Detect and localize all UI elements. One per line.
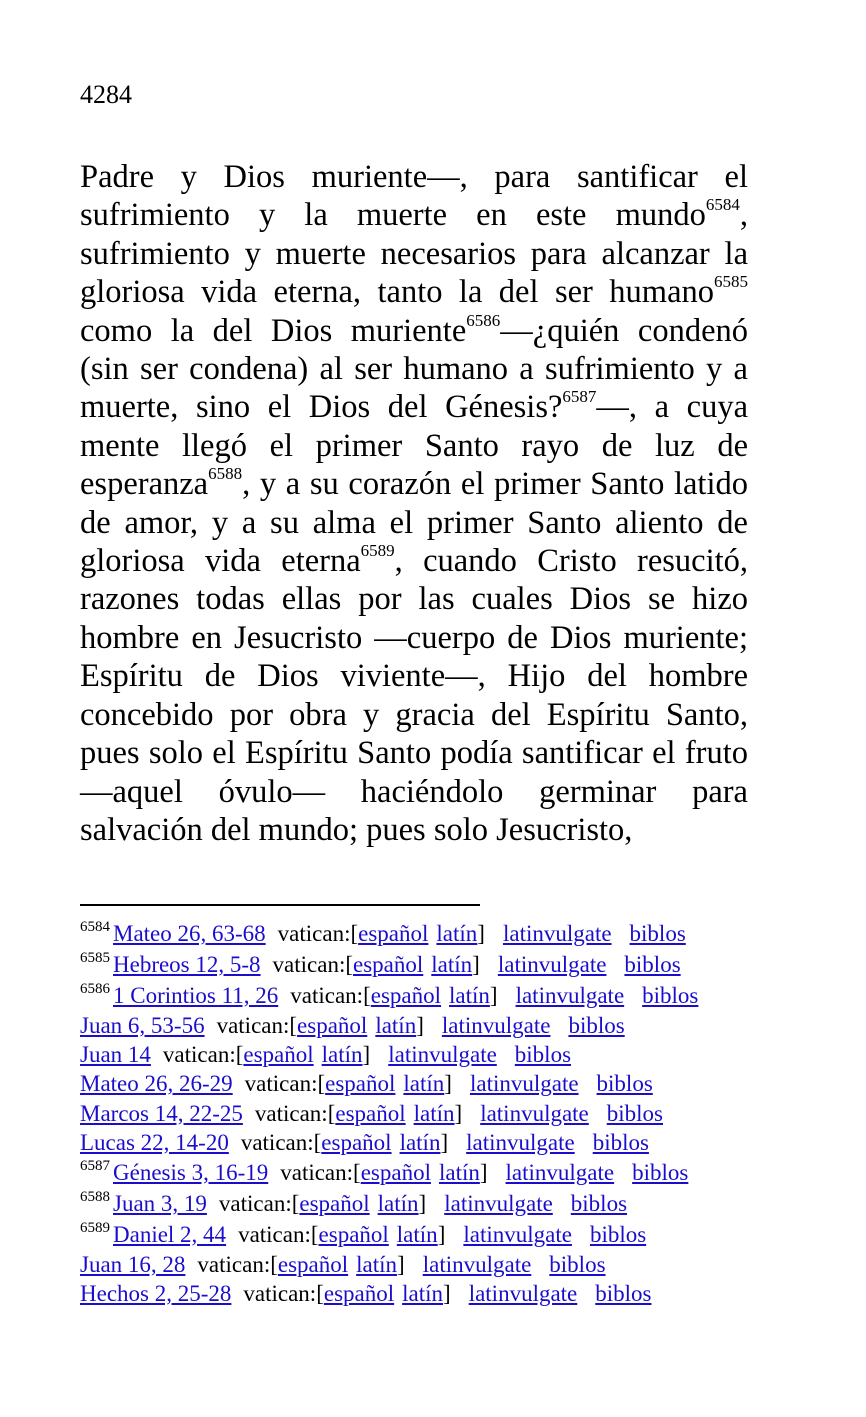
open-bracket: [ [270, 1251, 278, 1277]
body-text-segment: Padre y Dios muriente—, para santificar el sufrimiento y la muerte en este mundo [80, 159, 748, 234]
body-text-segment: como la del Dios muriente [80, 312, 467, 349]
espanol-link[interactable]: español [370, 983, 442, 1008]
latinvulgate-link[interactable]: latinvulgate [497, 952, 607, 977]
footnote-ref-6584: 6584 [705, 195, 740, 215]
open-bracket: [ [350, 921, 359, 946]
espanol-link[interactable]: español [243, 1042, 314, 1068]
footnote-line [80, 1099, 780, 1128]
close-bracket: ] [440, 1129, 449, 1155]
footnote-line [80, 1250, 780, 1279]
footnote-ref-6586: 6586 [466, 310, 501, 330]
body-text-segment: —¿quién condenó (sin ser condena) al ser humano a sufrimiento y a muerte, sino el Dios del Génesis? [80, 312, 748, 426]
latin-link[interactable]: latín [438, 1159, 480, 1185]
close-bracket: ] [397, 1251, 405, 1277]
open-bracket: [ [327, 1100, 336, 1126]
footnote-number: 6589 [80, 1219, 110, 1236]
footnote-line [80, 918, 780, 949]
latinvulgate-link[interactable]: latinvulgate [505, 1159, 615, 1185]
biblos-link[interactable]: biblos [596, 1071, 653, 1097]
latinvulgate-link[interactable]: latinvulgate [441, 1013, 551, 1038]
latin-link[interactable]: latín [396, 1221, 438, 1247]
latinvulgate-link[interactable]: latinvulgate [388, 1042, 497, 1068]
vatican-label: vatican: [290, 983, 364, 1008]
scripture-reference-link[interactable]: Lucas 22, 14-20 [80, 1129, 229, 1155]
espanol-link[interactable]: español [335, 1100, 406, 1126]
biblos-link[interactable]: biblos [592, 1129, 649, 1155]
latinvulgate-link[interactable]: latinvulgate [469, 1071, 579, 1097]
biblos-link[interactable]: biblos [606, 1100, 663, 1126]
close-bracket: ] [443, 1281, 451, 1307]
footnote-number: 6588 [80, 1188, 110, 1205]
footnote-line [80, 1069, 780, 1098]
open-bracket: [ [363, 983, 371, 1008]
latin-link[interactable]: latín [436, 921, 478, 946]
latin-link[interactable]: latín [356, 1251, 398, 1277]
vatican-label: vatican: [243, 1281, 317, 1307]
latin-link[interactable]: latín [402, 1281, 444, 1307]
footnote-ref-6589: 6589 [360, 541, 395, 561]
espanol-link[interactable]: español [321, 1129, 392, 1155]
vatican-label: vatican: [280, 1159, 354, 1185]
open-bracket: [ [310, 1221, 319, 1247]
footnote-line [80, 949, 780, 980]
scripture-reference-link[interactable]: Hechos 2, 25-28 [80, 1281, 232, 1307]
biblos-link[interactable]: biblos [570, 1190, 628, 1216]
open-bracket: [ [317, 1071, 326, 1097]
latinvulgate-link[interactable]: latinvulgate [502, 921, 612, 946]
open-bracket: [ [235, 1042, 244, 1068]
biblos-link[interactable]: biblos [549, 1251, 606, 1277]
close-bracket: ] [477, 921, 485, 946]
espanol-link[interactable]: español [353, 952, 424, 977]
footnote-separator [80, 904, 480, 906]
close-bracket: ] [437, 1221, 446, 1247]
footnote-number: 6585 [80, 950, 110, 966]
open-bracket: [ [289, 1013, 298, 1038]
footnote-line [80, 1011, 780, 1040]
close-bracket: ] [416, 1013, 424, 1038]
scripture-reference-link[interactable]: Daniel 2, 44 [113, 1221, 227, 1247]
espanol-link[interactable]: español [360, 1159, 431, 1185]
scripture-reference-link[interactable]: Hebreos 12, 5-8 [113, 952, 261, 977]
latin-link[interactable]: latín [377, 1190, 419, 1216]
open-bracket: [ [313, 1129, 322, 1155]
espanol-link[interactable]: español [299, 1190, 370, 1216]
scripture-reference-link[interactable]: Juan 6, 53-56 [80, 1013, 205, 1038]
close-bracket: ] [454, 1100, 463, 1126]
footnote-ref-6585: 6585 [714, 272, 748, 292]
scripture-reference-link[interactable]: Juan 3, 19 [113, 1190, 207, 1216]
latin-link[interactable]: latín [321, 1042, 363, 1068]
espanol-link[interactable]: español [323, 1281, 395, 1307]
biblos-link[interactable]: biblos [642, 983, 699, 1008]
footnote-number: 6584 [80, 919, 110, 935]
body-text-segment: , y a su corazón el primer Santo latido de amor, y a su alma el primer Santo aliento de gloriosa vida eterna [80, 466, 748, 580]
scripture-reference-link[interactable]: Génesis 3, 16-19 [113, 1159, 269, 1185]
espanol-link[interactable]: español [318, 1221, 389, 1247]
footnotes [80, 918, 780, 1308]
vatican-label: vatican: [197, 1251, 271, 1277]
scripture-reference-link[interactable]: Mateo 26, 26-29 [80, 1071, 233, 1097]
close-bracket: ] [418, 1190, 427, 1216]
vatican-label: vatican: [272, 952, 346, 977]
body-paragraph [80, 158, 748, 849]
footnote-number: 6586 [80, 981, 110, 997]
biblos-link[interactable]: biblos [624, 952, 681, 977]
espanol-link[interactable]: español [325, 1071, 396, 1097]
scripture-reference-link[interactable]: Juan 16, 28 [80, 1251, 186, 1277]
body-text-segment: —, a cuya mente llegó el primer Santo rayo de luz de esperanza [80, 389, 748, 503]
latinvulgate-link[interactable]: latinvulgate [480, 1100, 589, 1126]
close-bracket: ] [472, 952, 480, 977]
body-text-segment: , sufrimiento y muerte necesarios para alcanzar la gloriosa vida eterna, tanto la del ser humano [80, 197, 748, 311]
scripture-reference-link[interactable]: Mateo 26, 63-68 [113, 921, 266, 946]
footnote-number: 6587 [80, 1157, 110, 1174]
close-bracket: ] [489, 983, 498, 1008]
espanol-link[interactable]: español [277, 1251, 349, 1277]
espanol-link[interactable]: español [358, 921, 429, 946]
vatican-label: vatican: [216, 1013, 290, 1038]
scripture-reference-link[interactable]: Juan 14 [80, 1042, 151, 1068]
biblos-link[interactable]: biblos [514, 1042, 572, 1068]
latin-link[interactable]: latín [449, 983, 490, 1008]
scripture-reference-link[interactable]: 1 Corintios 11, 26 [113, 983, 279, 1008]
open-bracket: [ [291, 1190, 300, 1216]
latinvulgate-link[interactable]: latinvulgate [515, 983, 625, 1008]
latin-link[interactable]: latín [399, 1129, 441, 1155]
biblos-link[interactable]: biblos [595, 1281, 652, 1307]
footnote-line [80, 980, 780, 1011]
latinvulgate-link[interactable]: latinvulgate [468, 1281, 578, 1307]
vatican-label: vatican: [218, 1190, 292, 1216]
biblos-link[interactable]: biblos [589, 1221, 647, 1247]
footnote-line [80, 1128, 780, 1157]
body-text-segment: , cuando Cristo resucitó, razones todas ellas por las cuales Dios se hizo hombre en Jesucristo —cuerpo de Dios muriente; Espíritu de Dios viviente—, Hijo del hombre concebido por obra y gracia del Espíritu Santo, pues solo el Espíritu Santo podía santificar el fruto —aquel óvulo— haciéndolo germinar para salvación del mundo; pues solo Jesucristo, [80, 543, 749, 848]
close-bracket: ] [444, 1071, 452, 1097]
vatican-label: vatican: [240, 1129, 314, 1155]
biblos-link[interactable]: biblos [568, 1013, 625, 1038]
close-bracket: ] [362, 1042, 371, 1068]
espanol-link[interactable]: español [297, 1013, 368, 1038]
latin-link[interactable]: latín [431, 952, 473, 977]
page-number: 4284 [80, 80, 132, 109]
footnote-line [80, 1188, 780, 1219]
latinvulgate-link[interactable]: latinvulgate [463, 1221, 572, 1247]
vatican-label: vatican: [244, 1071, 318, 1097]
latin-link[interactable]: latín [375, 1013, 417, 1038]
close-bracket: ] [479, 1159, 488, 1185]
open-bracket: [ [316, 1281, 324, 1307]
latinvulgate-link[interactable]: latinvulgate [444, 1190, 553, 1216]
biblos-link[interactable]: biblos [632, 1159, 689, 1185]
footnote-line [80, 1279, 780, 1308]
latinvulgate-link[interactable]: latinvulgate [466, 1129, 575, 1155]
vatican-label: vatican: [238, 1221, 311, 1247]
latin-link[interactable]: latín [403, 1071, 445, 1097]
footnote-line [80, 1219, 780, 1250]
footnote-ref-6587: 6587 [562, 387, 597, 407]
scripture-reference-link[interactable]: Marcos 14, 22-25 [80, 1100, 243, 1126]
vatican-label: vatican: [162, 1042, 236, 1068]
footnote-line [80, 1157, 780, 1188]
latinvulgate-link[interactable]: latinvulgate [422, 1251, 532, 1277]
open-bracket: [ [353, 1159, 361, 1185]
open-bracket: [ [345, 952, 354, 977]
footnote-line [80, 1040, 780, 1069]
vatican-label: vatican: [254, 1100, 328, 1126]
latin-link[interactable]: latín [413, 1100, 455, 1126]
biblos-link[interactable]: biblos [629, 921, 686, 946]
footnote-ref-6588: 6588 [208, 464, 243, 484]
vatican-label: vatican: [277, 921, 351, 946]
